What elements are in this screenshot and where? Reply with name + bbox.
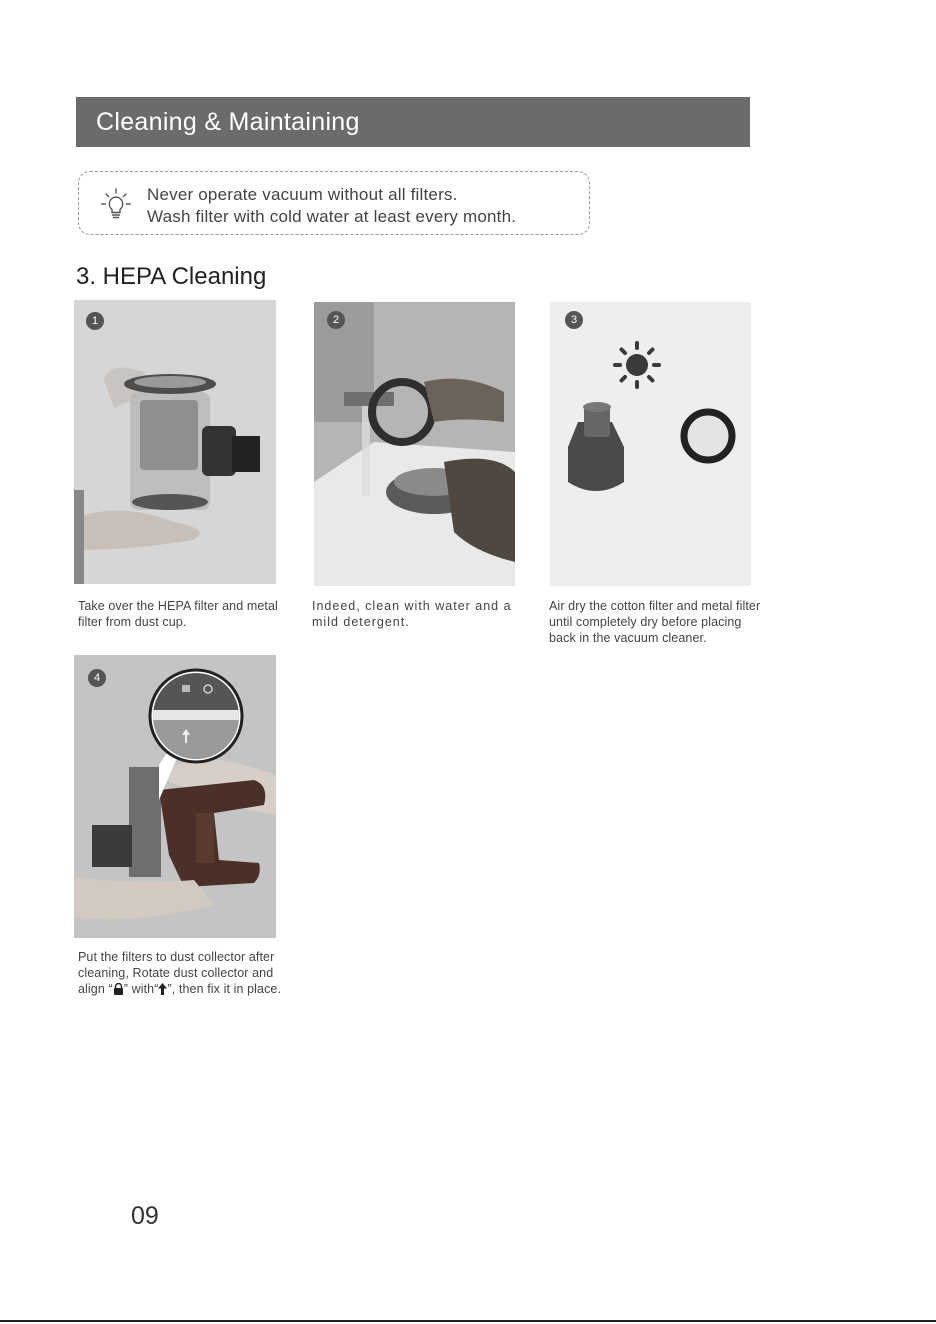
step-2-badge: 2 xyxy=(327,311,345,329)
step-1-photo xyxy=(74,300,276,584)
step-4-caption-part: ”, then fix it in place. xyxy=(167,982,282,996)
step-4-photo xyxy=(74,655,276,938)
step-3-photo xyxy=(550,302,751,586)
step-2-caption: Indeed, clean with water and a mild detergent. xyxy=(312,599,512,629)
page-number: 09 xyxy=(131,1202,159,1230)
step-3-caption: Air dry the cotton filter and metal filter until completely dry before placing back in the vacuum cleaner. xyxy=(549,599,761,645)
tip-box xyxy=(78,171,590,235)
sun-icon xyxy=(615,343,659,387)
step-1-caption: Take over the HEPA filter and metal filter from dust cup. xyxy=(78,599,278,629)
step-2-photo xyxy=(314,302,515,586)
section-title: 3. HEPA Cleaning xyxy=(76,263,267,290)
step-4-caption-part: ” with“ xyxy=(123,982,159,996)
step-3-badge: 3 xyxy=(565,311,583,329)
section-header xyxy=(76,97,750,147)
lightbulb-icon xyxy=(101,188,131,222)
tip-line: Wash filter with cold water at least every month. xyxy=(147,207,517,226)
page-title: Cleaning & Maintaining xyxy=(96,107,360,136)
step-4-caption xyxy=(78,949,286,997)
step-1-badge: 1 xyxy=(86,312,104,330)
lock-icon xyxy=(113,983,124,995)
bottom-rule xyxy=(0,1320,936,1322)
step-4-badge: 4 xyxy=(88,669,106,687)
tip-line: Never operate vacuum without all filters. xyxy=(147,185,458,204)
step-4-caption-part: Put the filters to dust collector after cleaning, Rotate dust collector and align “ xyxy=(78,950,275,996)
